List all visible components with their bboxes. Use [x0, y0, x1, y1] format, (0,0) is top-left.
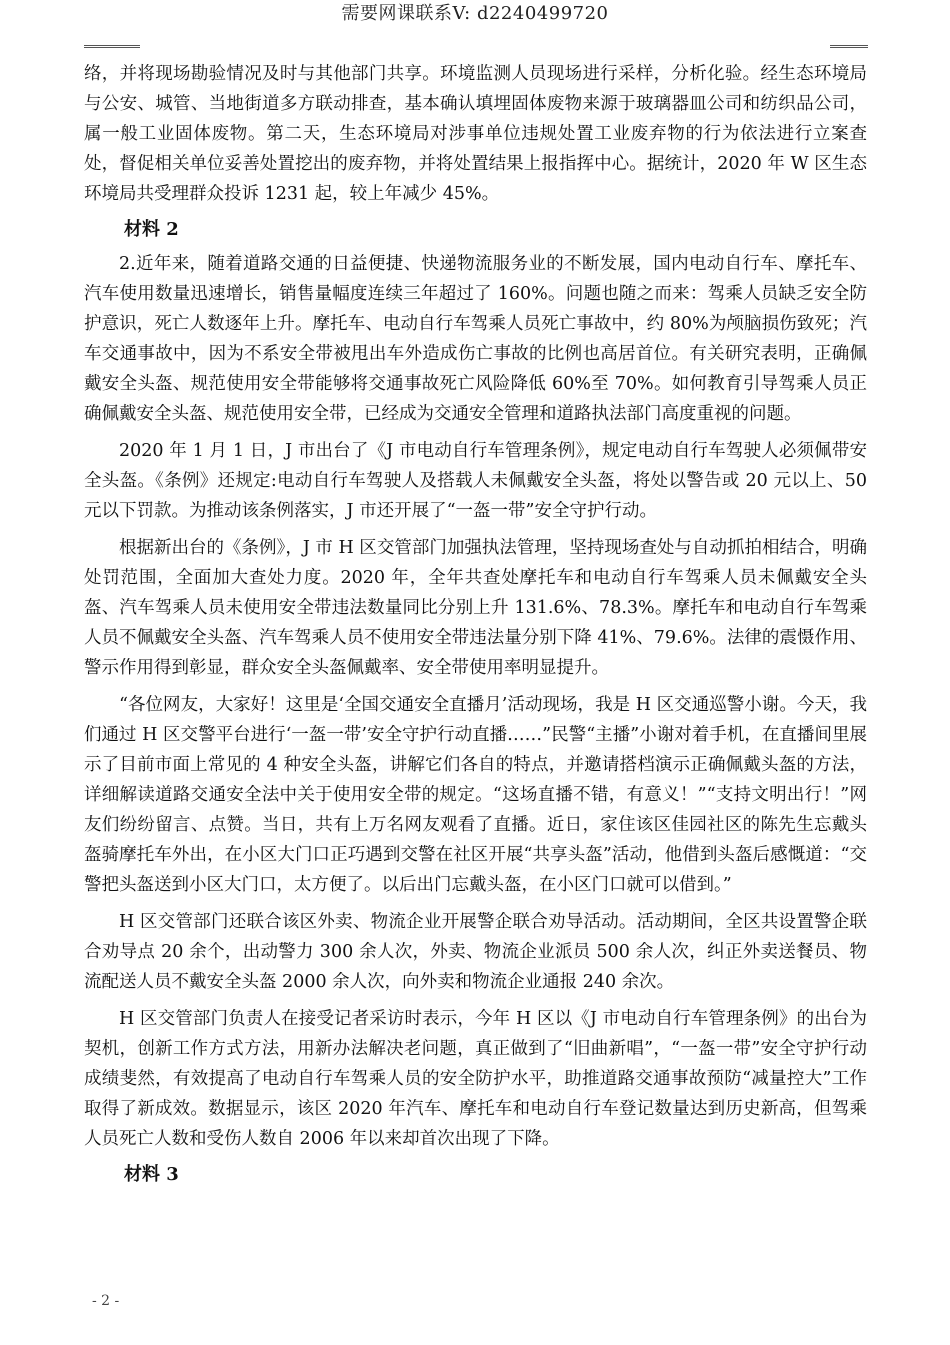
header-rule-left: [84, 45, 140, 48]
header-rule-right: [830, 45, 868, 48]
material-2-paragraph-2: 2020 年 1 月 1 日，J 市出台了《J 市电动自行车管理条例》，规定电动自行车驾驶人必须佩带安全头盔。《条例》还规定:电动自行车驾驶人及搭载人未佩戴安全头盔，将处以警告或 20 元以上、50 元以下罚款。为推动该条例落实，J 市还开展了“一盔一带”安全守护行动。: [84, 441, 867, 521]
material-2-paragraph-1: 2.近年来，随着道路交通的日益便捷、快递物流服务业的不断发展，国内电动自行车、摩托车、汽车使用数量迅速增长，销售量幅度连续三年超过了 160%。问题也随之而来：驾乘人员缺乏安全防护意识，死亡人数逐年上升。摩托车、电动自行车驾乘人员死亡事故中，约 80%为颅脑损伤致死；汽车交通事故中，因为不系安全带被甩出车外造成伤亡事故的比例也高居首位。有关研究表明，正确佩戴安全头盔、规范使用安全带能够将交通事故死亡风险降低 60%至 70%。如何教育引导驾乘人员正确佩戴安全头盔、规范使用安全带，已经成为交通安全管理和道路执法部门高度重视的问题。: [84, 254, 867, 424]
material-2-paragraph-6: H 区交管部门负责人在接受记者采访时表示，今年 H 区以《J 市电动自行车管理条例》的出台为契机，创新工作方式方法，用新办法解决老问题，真正做到了“旧曲新唱”，“一盔一带”安全守护行动成绩斐然，有效提高了电动自行车驾乘人员的安全防护水平，助推道路交通事故预防“减量控大”工作取得了新成效。数据显示，该区 2020 年汽车、摩托车和电动自行车登记数量达到历史新高，但驾乘人员死亡人数和受伤人数自 2006 年以来却首次出现了下降。: [84, 1009, 867, 1149]
document-body: [84, 59, 867, 1194]
material-2-heading: 材料 2: [124, 219, 179, 240]
material-2-paragraph-4: “各位网友，大家好！这里是‘全国交通安全直播月’活动现场，我是 H 区交通巡警小谢。今天，我们通过 H 区交警平台进行‘一盔一带’安全守护行动直播……”民警“主播”小谢对着手机，在直播间里展示了目前市面上常见的 4 种安全头盔，讲解它们各自的特点，并邀请搭档演示正确佩戴头盔的方法，详细解读道路交通安全法中关于使用安全带的规定。“这场直播不错，有意义！”“支持文明出行！”网友们纷纷留言、点赞。当日，共有上万名网友观看了直播。近日，家住该区佳园社区的陈先生忘戴头盔骑摩托车外出，在小区大门口正巧遇到交警在社区开展“共享头盔”活动，他借到头盔后感慨道：“交警把头盔送到小区大门口，太方便了。以后出门忘戴头盔，在小区门口就可以借到。”: [84, 695, 867, 895]
page-number: - 2 -: [92, 1293, 120, 1309]
material-2-paragraph-5: H 区交管部门还联合该区外卖、物流企业开展警企联合劝导活动。活动期间，全区共设置警企联合劝导点 20 余个，出动警力 300 余人次，外卖、物流企业派员 500 余人次，纠正外卖送餐员、物流配送人员不戴安全头盔 2000 余人次，向外卖和物流企业通报 240 余次。: [84, 912, 867, 992]
page-header-contact: 需要网课联系V: d2240499720: [341, 3, 609, 24]
intro-paragraph: 络，并将现场勘验情况及时与其他部门共享。环境监测人员现场进行采样，分析化验。经生态环境局与公安、城管、当地街道多方联动排查，基本确认填埋固体废物来源于玻璃器皿公司和纺织品公司，属一般工业固体废物。第二天，生态环境局对涉事单位违规处置工业废弃物的行为依法进行立案查处，督促相关单位妥善处置挖出的废弃物，并将处置结果上报指挥中心。据统计，2020 年 W 区生态环境局共受理群众投诉 1231 起，较上年减少 45%。: [84, 64, 867, 204]
material-2-paragraph-3: 根据新出台的《条例》，J 市 H 区交管部门加强执法管理，坚持现场查处与自动抓拍相结合，明确处罚范围，全面加大查处力度。2020 年，全年共查处摩托车和电动自行车驾乘人员未佩戴安全头盔、汽车驾乘人员未使用安全带违法数量同比分别上升 131.6%、78.3%。摩托车和电动自行车驾乘人员不佩戴安全头盔、汽车驾乘人员不使用安全带违法量分别下降 41%、79.6%。法律的震慑作用、警示作用得到彰显，群众安全头盔佩戴率、安全带使用率明显提升。: [84, 538, 867, 678]
material-3-heading: 材料 3: [124, 1164, 179, 1185]
